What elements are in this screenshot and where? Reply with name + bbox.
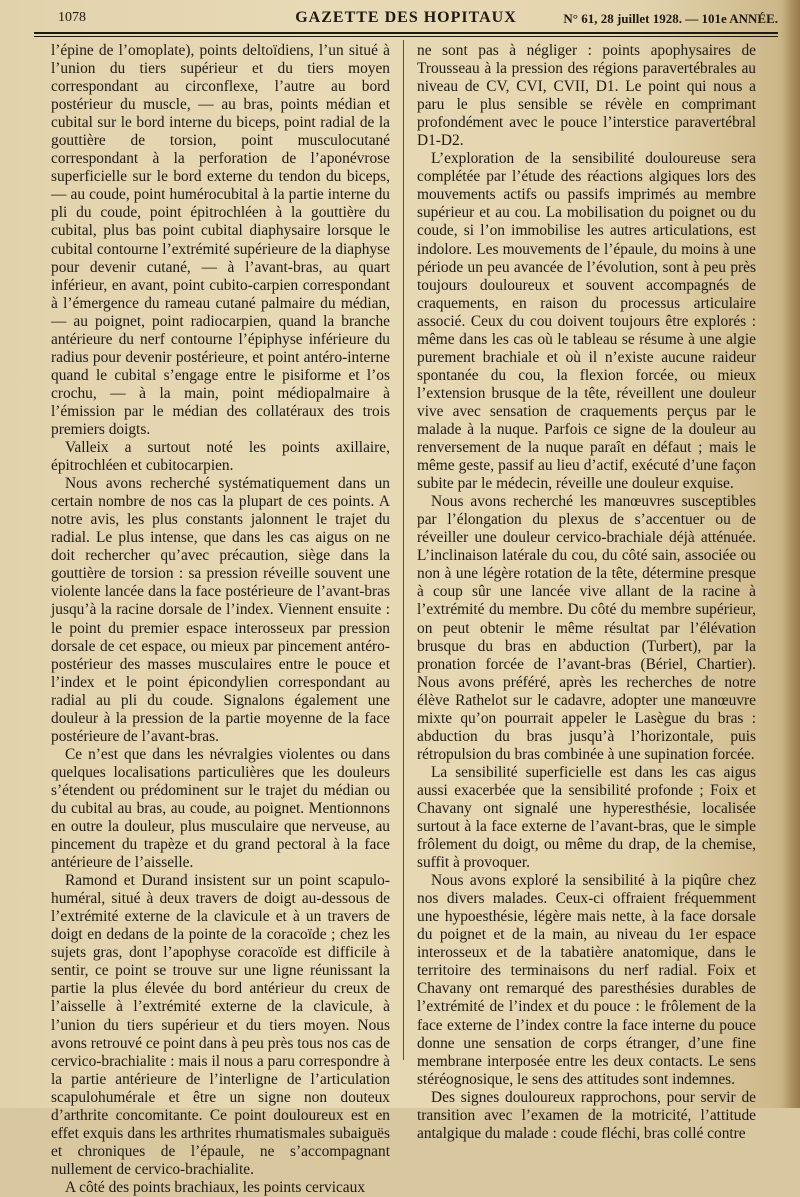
paragraph: Ramond et Durand insistent sur un point scapulo-huméral, situé à deux travers de doigt au-dessous de l’extrémité externe de la clavicule et à un travers de doigt en dedans de la pointe de la coracoïde ; chez les sujets gras, dont l’apophyse coracoïde est difficile à sentir, ce point se trouve sur une ligne réunissant la partie la plus élevée du bord antérieur du creux de l’aisselle à l’extrémité externe de la clavicule, à l’union du tiers supérieur et du tiers moyen. Nous avons retrouvé ce point dans à peu près tous nos cas de cervico-brachialite : mais il nous a paru correspondre à la partie antérieure de l’interligne de l’articulation scapulohumérale et être un signe non douteux d’arthrite concomitante. Ce point douloureux est en effet exquis dans les arthrites rhumatismales subaiguës et chroniques de l’épaule, ne s’accompagnant nullement de cervico-brachialite. — [51, 872, 390, 1178]
header-rule-thin — [34, 36, 778, 37]
paragraph: Valleix a surtout noté les points axillaire, épitrochléen et cubitocarpien. — [51, 439, 390, 475]
paragraph: Nous avons recherché les manœuvres susceptibles par l’élongation du plexus de s’accentuer ou de réveiller une douleur cervico-brachiale déjà atténuée. L’inclinaison latérale du cou, du côté sain, associée ou non à une légère rotation de la tête, détermine presque à coup sûr une lancée vive allant de la racine à l’extrémité du membre. Du côté du membre supérieur, on peut obtenir le même résultat par l’élévation brusque du bras en abduction (Turbert), par la pronation forcée de l’avant-bras (Bériel, Chartier). Nous avons préféré, après les recherches de notre élève Rathelot sur le cadavre, adopter une manœuvre mixte qu’on pourrait appeler le Lasègue du bras : abduction du bras jusqu’à l’horizontale, puis rétropulsion du bras combinée à une supination forcée. — [417, 493, 756, 763]
paragraph: Nous avons recherché systématiquement dans un certain nombre de nos cas la plupart de ces points. A notre avis, les plus constants jalonnent le trajet du radial. Le plus intense, que dans les cas aigus on ne doit rechercher qu’avec précaution, siège dans la gouttière de torsion : sa pression réveille souvent une violente lancée dans la face postérieure de l’avant-bras jusqu’à la racine dorsale de l’index. Viennent ensuite : le point du premier espace interosseux par pression dorsale de cet espace, ou mieux par pincement antéro-postérieur des masses musculaires entre le pouce et l’index et le point épicondylien correspondant au radial au pli du coude. Signalons également une douleur à la pression de la partie moyenne de la face postérieure de l’avant-bras. — [51, 475, 390, 745]
page-header — [34, 8, 778, 30]
right-column — [417, 42, 756, 1143]
paragraph: A côté des points brachiaux, les points cervicaux — [65, 1178, 366, 1196]
paragraph: Ce n’est que dans les névralgies violentes ou dans quelques localisations particulières que les douleurs s’étendent ou prédominent sur le trajet du médian ou du cubital au bras, au coude, au poignet. Mentionnons en outre la douleur, plus musculaire que nerveuse, au pincement du trapèze et du grand pectoral à la face antérieure de l’aisselle. — [51, 745, 390, 872]
issue-line: N° 61, 28 juillet 1928. — 101e ANNÉE. — [563, 11, 778, 26]
page-number: 1078 — [58, 10, 86, 25]
left-column — [51, 42, 390, 1197]
publication-title: GAZETTE DES HOPITAUX — [295, 9, 517, 26]
column-divider — [403, 40, 404, 1060]
header-rule — [34, 32, 778, 34]
paragraph: Des signes douloureux rapprochons, pour servir de transition avec l’examen de la motricité, l’attitude antalgique du malade : coude fléchi, bras collé contre — [417, 1088, 756, 1142]
paragraph: l’épine de l’omoplate), points deltoïdiens, l’un situé à l’union du tiers supérieur et du tiers moyen correspondant au circonflexe, l’autre au bord postérieur du muscle, — au bras, points médian et cubital sur le bord interne du biceps, point radial de la gouttière de torsion, point musculocutané correspondant à la perforation de l’aponévrose superficielle sur le bord externe du tendon du biceps, — au coude, point humérocubital à la partie interne du pli du coude, point épitrochléen à la gouttière du cubital, plus bas point cubital diaphysaire lorsque le cubital contourne l’extrémité supérieure de la diaphyse pour devenir cutané, — à l’avant-bras, au quart inférieur, en avant, point cubito-carpien correspondant à l’émergence du rameau cutané palmaire du médian, — au poignet, point radiocarpien, quand la branche antérieure du nerf contourne l’épiphyse inférieure du radius pour devenir postérieure, et point antéro-interne quand le cubital s’engage entre le pisiforme et l’os crochu, — à la main, point médiopalmaire à l’émission par le médian des collatéraux des trois premiers doigts. — [51, 42, 390, 438]
paragraph: Nous avons exploré la sensibilité à la piqûre chez nos divers malades. Ceux-ci offraient fréquemment une hypoesthésie, légère mais nette, à la face dorsale du poignet et de la main, au niveau du 1er espace interosseux et de la tabatière anatomique, dans le territoire des terminaisons du nerf radial. Foix et Chavany ont remarqué des paresthésies durables de l’extrémité de l’index et du pouce : le frôlement de la face externe de l’index contre la face interne du pouce donne une sensation de corps étranger, d’une fine membrane interposée entre les deux contacts. Le sens stéréognosique, le sens des attitudes sont indemnes. — [417, 872, 756, 1088]
paragraph: La sensibilité superficielle est dans les cas aigus aussi exacerbée que la sensibilité profonde ; Foix et Chavany ont signalé une hyperesthésie, localisée surtout à la face externe de l’avant-bras, que le simple frôlement du doigt, ou même du drap, de la chemise, suffit à provoquer. — [417, 763, 756, 872]
page-edge-shadow — [782, 0, 800, 1108]
paragraph: L’exploration de la sensibilité douloureuse sera complétée par l’étude des réactions algiques lors des mouvements actifs ou passifs imprimés au membre supérieur et au cou. La mobilisation du poignet ou du coude, si l’on immobilise les autres articulations, est indolore. Les mouvements de l’épaule, du moins à une période un peu avancée de l’évolution, sont à peu près toujours douloureux et souvent accompagnés de craquements, en raison du processus articulaire associé. Ceux du cou doivent toujours être explorés : même dans les cas où le tableau se résume à une algie purement brachiale et où il n’existe aucune raideur spontanée du cou, la flexion forcée, ou mieux l’extension brusque de la tête, réveillent une douleur vive avec sensation de craquements perçus par le malade à la nuque. Parfois ce signe de la douleur au renversement de la nuque paraît en défaut ; mais le même geste, passif au lieu d’actif, exécuté d’une façon subite par le médecin, réveille une douleur exquise. — [417, 150, 756, 493]
paragraph: ne sont pas à négliger : points apophysaires de Trousseau à la pression des régions paravertébrales au niveau de CV, CVI, CVII, D1. Le point qui nous a paru le plus sensible se révèle en comprimant profondément avec le pouce l’interstice paravertébral D1-D2. — [417, 42, 756, 150]
